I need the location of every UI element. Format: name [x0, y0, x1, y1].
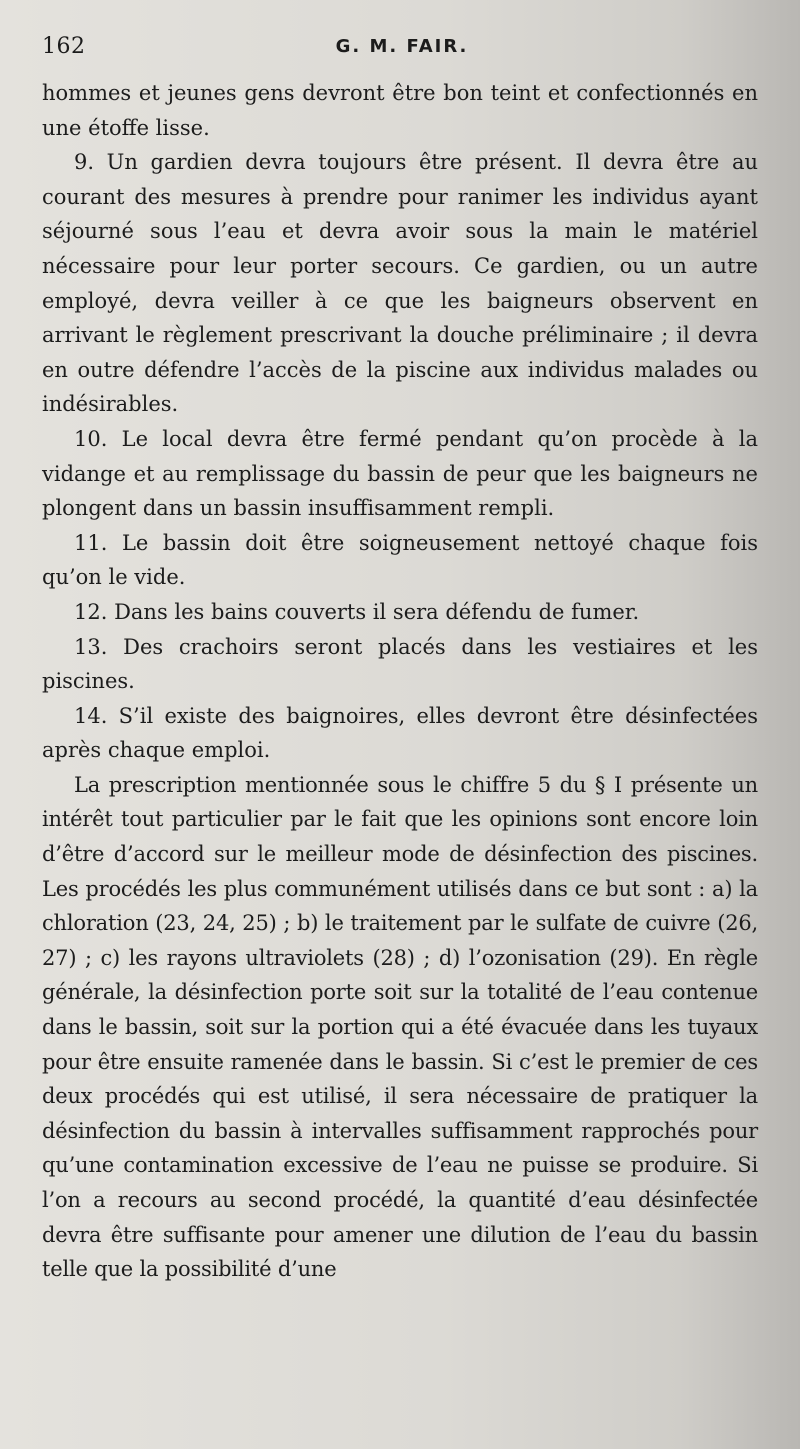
paragraph-rule-12: 12. Dans les bains couverts il sera défendu de fumer.: [74, 599, 640, 624]
paragraph-rule-10: 10. Le local devra être fermé pendant qu’on procède à la vidange et au remplissage du bassin de peur que les baigneurs ne plongent dans un bassin insuffisamment rempli.: [42, 426, 758, 521]
body-text: [42, 76, 758, 1287]
page-number: 162: [42, 34, 86, 59]
paragraph-rule-13: 13. Des crachoirs seront placés dans les vestiaires et les piscines.: [42, 634, 758, 694]
page-header: [42, 34, 762, 68]
paragraph-disinfection: La prescription mentionnée sous le chiffre 5 du § I présente un intérêt tout particulier par le fait que les opinions sont encore loin d’être d’accord sur le meilleur mode de désinfection des piscines. Les procédés les plus communément utilisés dans ce but sont : a) la chloration (23, 24, 25) ; b) le traitement par le sulfate de cuivre (26, 27) ; c) les rayons ultraviolets (28) ; d) l’ozonisation (29). En règle générale, la désinfection porte soit sur la totalité de l’eau contenue dans le bassin, soit sur la portion qui a été évacuée dans les tuyaux pour être ensuite ramenée dans le bassin. Si c’est le premier de ces deux procédés qui est utilisé, il sera nécessaire de pratiquer la désinfection du bassin à intervalles suffisamment rapprochés pour qu’une contamination excessive de l’eau ne puisse se produire. Si l’on a recours au second procédé, la quantité d’eau désinfectée devra être suffisante pour amener une dilution de l’eau du bassin telle que la possibilité d’une: [42, 772, 758, 1282]
paragraph-rule-9: 9. Un gardien devra toujours être présent. Il devra être au courant des mesures à prendre pour ranimer les individus ayant séjourné sous l’eau et devra avoir sous la main le matériel nécessaire pour leur porter secours. Ce gardien, ou un autre employé, devra veiller à ce que les baigneurs observent en arrivant le règlement prescrivant la douche préliminaire ; il devra en outre défendre l’accès de la piscine aux individus malades ou indésirables.: [42, 150, 758, 417]
paragraph-rule-14: 14. S’il existe des baignoires, elles devront être désinfectées après chaque emploi.: [42, 703, 758, 763]
paragraph-rule-11: 11. Le bassin doit être soigneusement nettoyé chaque fois qu’on le vide.: [42, 530, 758, 590]
running-head: G. M. FAIR.: [335, 36, 469, 57]
paragraph-continuation: hommes et jeunes gens devront être bon teint et confectionnés en une étoffe lisse.: [42, 81, 758, 140]
